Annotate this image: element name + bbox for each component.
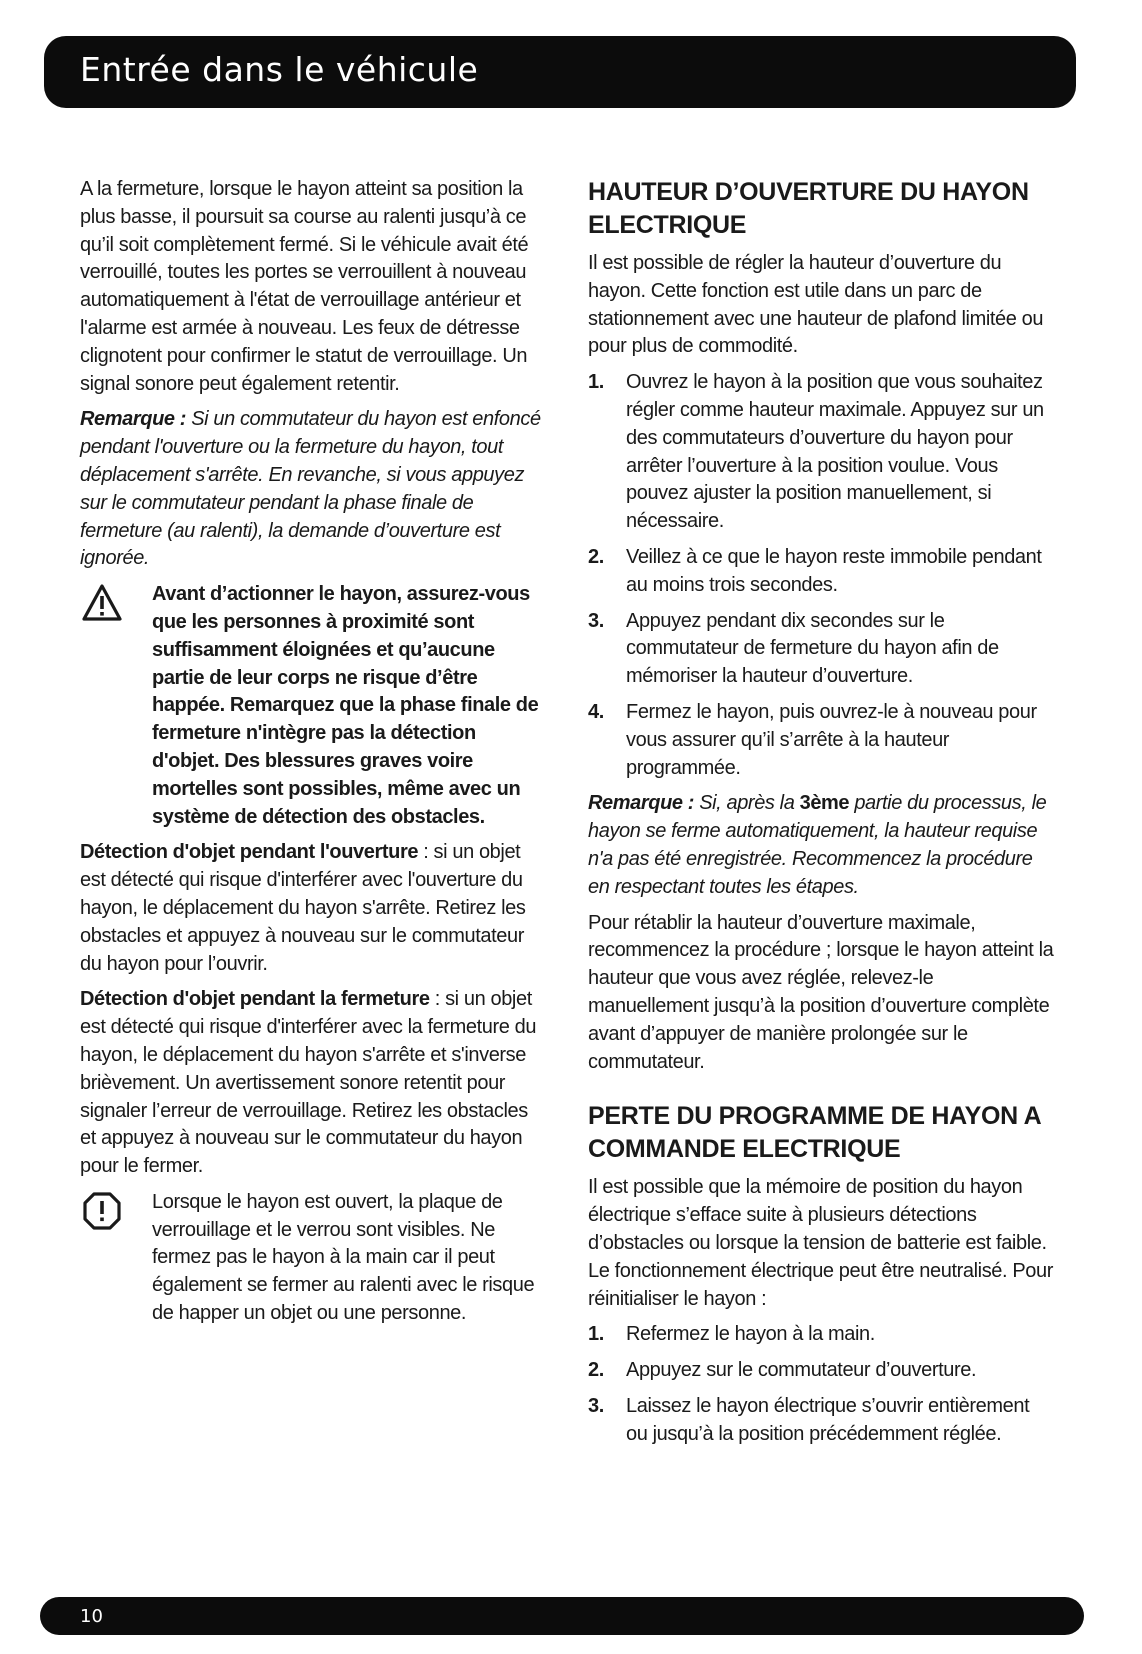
warning-text: Avant d’actionner le hayon, assurez-vous que les personnes à proximité sont suffisamment éloignées et qu’aucune partie de leur corps ne risque d’être happée. Remarquez que la phase finale de fermeture n'intègre pas la détection d'objet. Des blessures graves voire mortelles sont possibles, même avec un système de détection des obstacles. xyxy=(152,583,539,828)
note-label: Remarque : xyxy=(588,792,695,815)
section-program-loss-intro: Il est possible que la mémoire de position du hayon électrique s’efface suite à plusieurs détections d’obstacles ou lorsque la tension de batterie est faible. Le fonctionnement électrique peut être neutralisé. Pour réinitialiser le hayon : xyxy=(588,1176,1053,1310)
left-column xyxy=(80,176,542,1336)
paragraph-reset-max-height: Pour rétablir la hauteur d’ouverture maximale, recommencez la procédure ; lorsque le hayon atteint la hauteur que vous avez réglée, relevez-le manuellement jusqu’à la position d’ouverture complète avant d’appuyer de manière prolongée sur le commutateur. xyxy=(588,911,1054,1073)
step-text: Ouvrez le hayon à la position que vous souhaitez régler comme hauteur maximale. Appuyez sur un des commutateurs d’ouverture du hayon pour arrêter l’ouverture à la position voulue. Vous pouvez ajuster la position manuellement, si nécessaire. xyxy=(626,371,1044,533)
caution-text: Lorsque le hayon est ouvert, la plaque de verrouillage et le verrou sont visibles. Ne fermez pas le hayon à la main car il peut également se fermer au ralenti avec le risque de happer un objet ou une personne. xyxy=(152,1190,535,1325)
step-number: 2. xyxy=(588,1359,604,1382)
detection-opening-label: Détection d'objet pendant l'ouverture xyxy=(80,841,419,864)
step-text: Laissez le hayon électrique s’ouvrir entièrement ou jusqu’à la position précédemment réglée. xyxy=(626,1394,1030,1445)
step-number: 4. xyxy=(588,700,604,723)
note-text-bold: 3ème xyxy=(799,792,850,815)
caution-exclamation-icon xyxy=(82,1191,122,1231)
warning-triangle-icon xyxy=(82,583,122,623)
detection-closing-text: : si un objet est détecté qui risque d'interférer avec la fermeture du hayon, le déplacement du hayon s'arrête et s'inverse brièvement. Un avertissement sonore retentit pour signaler l’erreur de verrouillage. Retirez les obstacles et appuyez à nouveau sur le commutateur du hayon pour le fermer. xyxy=(80,988,537,1178)
step-number: 1. xyxy=(588,371,604,394)
section-opening-height-intro: Il est possible de régler la hauteur d’ouverture du hayon. Cette fonction est utile dans un parc de stationnement avec une hauteur de plafond limitée ou pour plus de commodité. xyxy=(588,252,1044,358)
step-text: Appuyez pendant dix secondes sur le commutateur de fermeture du hayon afin de mémoriser la hauteur d’ouverture. xyxy=(626,609,999,688)
page-title: Entrée dans le véhicule xyxy=(80,50,479,89)
note-third-step xyxy=(588,790,1054,901)
section-heading-program-loss: PERTE DU PROGRAMME DE HAYON A COMMANDE ELECTRIQUE xyxy=(588,1102,1041,1164)
list-item xyxy=(588,544,1054,600)
opening-height-steps xyxy=(588,369,1054,782)
detection-closing-label: Détection d'objet pendant la fermeture xyxy=(80,988,430,1011)
list-item xyxy=(588,1393,1054,1449)
paragraph-detection-opening xyxy=(80,839,542,978)
page-number: 10 xyxy=(80,1606,103,1627)
step-number: 1. xyxy=(588,1323,604,1346)
step-text: Appuyez sur le commutateur d’ouverture. xyxy=(626,1359,977,1382)
detection-opening-text: : si un objet est détecté qui risque d'interférer avec l'ouverture du hayon, le déplacement du hayon s'arrête. Retirez les obstacles et appuyez à nouveau sur le commutateur du hayon pour l’ouvrir. xyxy=(80,841,526,975)
step-text: Veillez à ce que le hayon reste immobile pendant au moins trois secondes. xyxy=(626,545,1042,596)
step-number: 3. xyxy=(588,609,604,632)
right-column xyxy=(588,176,1054,1456)
list-item xyxy=(588,369,1054,536)
warning-block xyxy=(80,581,542,831)
paragraph-closing: A la fermeture, lorsque le hayon atteint sa position la plus basse, il poursuit sa course au ralenti jusqu’à ce qu’il soit complètement fermé. Si le véhicule avait été verrouillé, toutes les portes se verrouillent à nouveau automatiquement à l'état de verrouillage antérieur et l'alarme est armée à nouveau. Les feux de détresse clignotent pour confirmer le statut de verrouillage. Un signal sonore peut également retentir. xyxy=(80,178,529,395)
caution-block xyxy=(80,1189,542,1328)
list-item xyxy=(588,1321,1054,1349)
note-switch xyxy=(80,406,542,573)
paragraph-detection-closing xyxy=(80,986,542,1181)
step-text: Fermez le hayon, puis ouvrez-le à nouveau pour vous assurer qu’il s’arrête à la hauteur programmée. xyxy=(626,700,1037,779)
step-number: 2. xyxy=(588,545,604,568)
section-heading-opening-height: HAUTEUR D’OUVERTURE DU HAYON ELECTRIQUE xyxy=(588,178,1029,239)
step-text: Refermez le hayon à la main. xyxy=(626,1323,875,1346)
note-label: Remarque : xyxy=(80,408,187,431)
header-bar xyxy=(44,36,1076,108)
note-text-pre: Si, après la xyxy=(694,792,800,815)
note-text: Si un commutateur du hayon est enfoncé pendant l'ouverture ou la fermeture du hayon, tout déplacement s'arrête. En revanche, si vous appuyez sur le commutateur pendant la phase finale de fermeture (au ralenti), la demande d’ouverture est ignorée. xyxy=(80,408,541,570)
reset-steps xyxy=(588,1321,1054,1448)
step-number: 3. xyxy=(588,1394,604,1417)
list-item xyxy=(588,699,1054,782)
list-item xyxy=(588,1357,1054,1385)
list-item xyxy=(588,608,1054,691)
note-text-post: partie du processus, le hayon se ferme automatiquement, la hauteur requise n'a pas été enregistrée. Recommencez la procédure en respectant toutes les étapes. xyxy=(588,792,1047,898)
footer-bar xyxy=(40,1597,1084,1635)
